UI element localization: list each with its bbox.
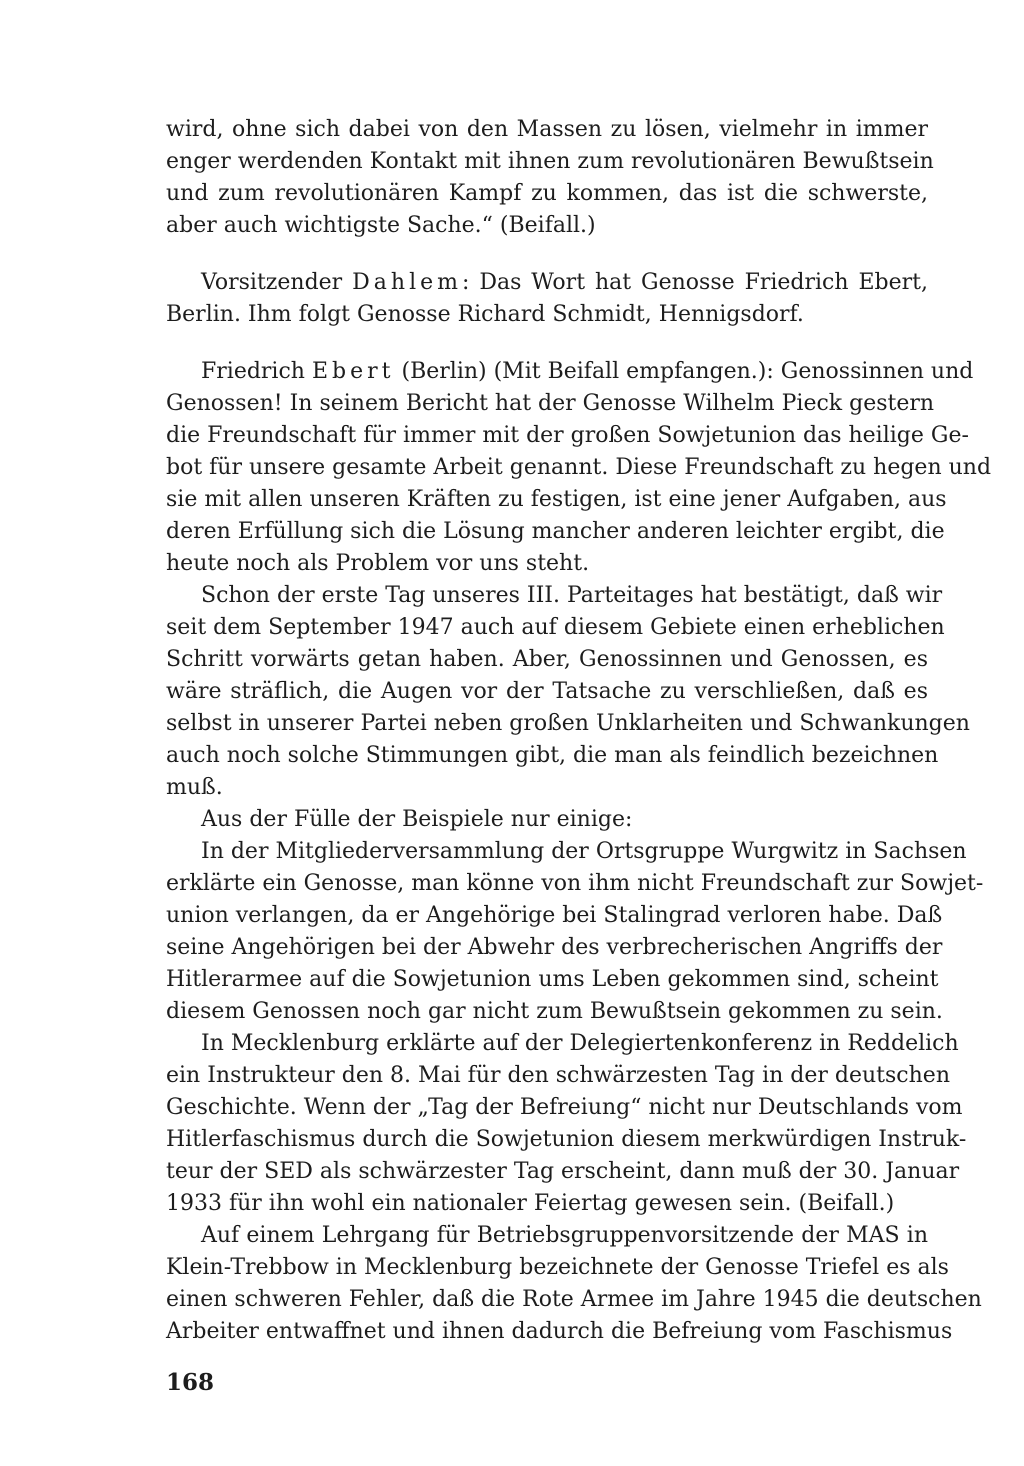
text-line: einen schweren Fehler, daß die Rote Armee im Jahre 1945 die deutschen (166, 1287, 982, 1312)
text-line: wird, ohne sich dabei von den Massen zu lösen, vielmehr in immer (166, 117, 928, 142)
text-line: In der Mitgliederversammlung der Ortsgruppe Wurgwitz in Sachsen (201, 839, 967, 864)
speaker-first-name: Friedrich (201, 359, 312, 384)
text-line: Geschichte. Wenn der „Tag der Befreiung“ nicht nur Deutschlands vom (166, 1095, 963, 1120)
text-line: deren Erfüllung sich die Lösung mancher anderen leichter ergibt, die (166, 519, 945, 544)
page-number: 168 (166, 1369, 215, 1396)
text-line: bot für unsere gesamte Arbeit genannt. Diese Freundschaft zu hegen und (166, 455, 992, 480)
text-line: Schon der erste Tag unseres III. Parteitages hat bestätigt, daß wir (201, 583, 943, 608)
text-line: diesem Genossen noch gar nicht zum Bewußtsein gekommen zu sein. (166, 999, 943, 1024)
chair-title: Vorsitzender (201, 270, 353, 295)
chair-name: Dahlem (352, 270, 462, 295)
text-line: In Mecklenburg erklärte auf der Delegiertenkonferenz in Reddelich (201, 1031, 959, 1056)
text-line: wäre sträflich, die Augen vor der Tatsache zu verschließen, daß es (166, 679, 928, 704)
text-line: Auf einem Lehrgang für Betriebsgruppenvorsitzende der MAS in (201, 1223, 928, 1248)
text-line: und zum revolutionären Kampf zu kommen, das ist die schwerste, (166, 181, 928, 206)
speaker-name: Ebert (311, 359, 395, 384)
text-line: enger werdenden Kontakt mit ihnen zum revolutionären Bewußtsein (166, 149, 934, 174)
speaker-intro-line (201, 357, 974, 387)
text-line: Arbeiter entwaffnet und ihnen dadurch die Befreiung vom Faschismus (166, 1319, 953, 1344)
chair-announcement-line (201, 268, 928, 298)
text-line: die Freundschaft für immer mit der großen Sowjetunion das heilige Ge- (166, 423, 969, 448)
speaker-intro-text: (Berlin) (Mit Beifall empfangen.): Genossinnen und (394, 359, 974, 384)
text-line: Hitlerfaschismus durch die Sowjetunion diesem merkwürdigen Instruk- (166, 1127, 967, 1152)
text-line: selbst in unserer Partei neben großen Unklarheiten und Schwankungen (166, 711, 970, 736)
text-line: erklärte ein Genosse, man könne von ihm nicht Freundschaft zur Sowjet- (166, 871, 984, 896)
text-line: auch noch solche Stimmungen gibt, die man als feindlich bezeichnen (166, 743, 939, 768)
text-line: seit dem September 1947 auch auf diesem Gebiete einen erheblichen (166, 615, 945, 640)
text-line: ein Instrukteur den 8. Mai für den schwärzesten Tag in der deutschen (166, 1063, 950, 1088)
chair-announcement-text: : Das Wort hat Genosse Friedrich Ebert, (461, 270, 928, 295)
text-line: heute noch als Problem vor uns steht. (166, 551, 590, 576)
text-line: union verlangen, da er Angehörige bei Stalingrad verloren habe. Daß (166, 903, 943, 928)
text-line: Schritt vorwärts getan haben. Aber, Genossinnen und Genossen, es (166, 647, 928, 672)
text-line: Genossen! In seinem Bericht hat der Genosse Wilhelm Pieck gestern (166, 391, 935, 416)
text-line: 1933 für ihn wohl ein nationaler Feiertag gewesen sein. (Beifall.) (166, 1191, 895, 1216)
text-line: Klein-Trebbow in Mecklenburg bezeichnete der Genosse Triefel es als (166, 1255, 949, 1280)
text-line: Hitlerarmee auf die Sowjetunion ums Leben gekommen sind, scheint (166, 967, 939, 992)
text-line: sie mit allen unseren Kräften zu festigen, ist eine jener Aufgaben, aus (166, 487, 947, 512)
text-line: seine Angehörigen bei der Abwehr des verbrecherischen Angriffs der (166, 935, 943, 960)
text-line: aber auch wichtigste Sache.“ (Beifall.) (166, 213, 596, 238)
text-line: teur der SED als schwärzester Tag erscheint, dann muß der 30. Januar (166, 1159, 960, 1184)
text-line: Aus der Fülle der Beispiele nur einige: (201, 807, 633, 832)
text-line: muß. (166, 775, 223, 800)
text-line: Berlin. Ihm folgt Genosse Richard Schmidt, Hennigsdorf. (166, 302, 804, 327)
